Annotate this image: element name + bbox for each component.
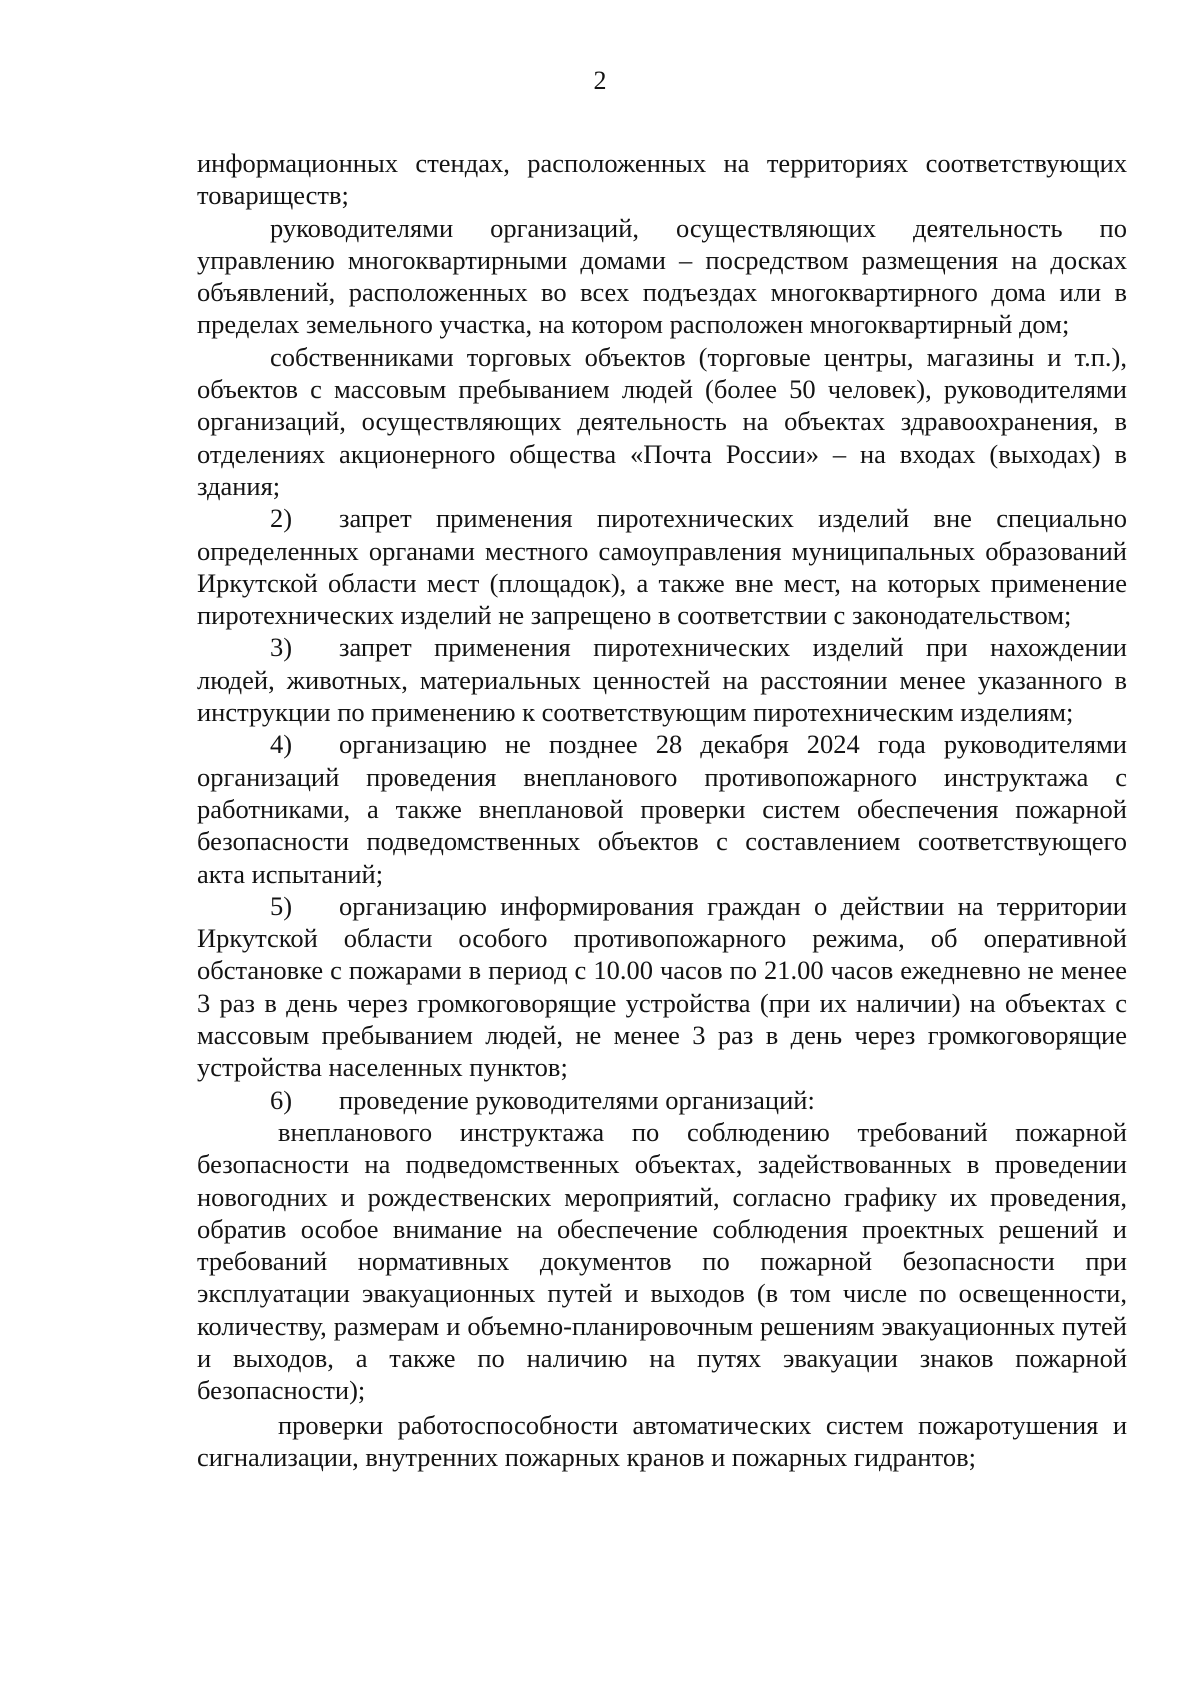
list-marker: 2)	[270, 503, 293, 534]
list-item-6	[197, 1084, 1127, 1116]
list-item-2	[197, 502, 1127, 631]
list-marker: 6)	[270, 1084, 293, 1115]
paragraph-text: проведение руководителями организаций:	[339, 1084, 815, 1115]
paragraph-text: внепланового инструктажа по соблюдению требований пожарной безопасности на подведомственных объектах, задействованных в проведении новогодних и рождественских мероприятий, согласно графику их проведения, обратив особое внимание на обеспечение соблюдения проектных решений и требований нормативных документов по пожарной безопасности при эксплуатации эвакуационных путей и выходов (в том числе по освещенности, количеству, размерам и объемно-планировочным решениям эвакуационных путей и выходов, а также по наличию на путях эвакуации знаков пожарной безопасности);	[197, 1116, 1127, 1406]
paragraph-systems-check	[197, 1409, 1127, 1474]
list-item-5	[197, 890, 1127, 1084]
paragraph-text: запрет применения пиротехнических изделий при нахождении людей, животных, материальных ценностей на расстоянии менее указанного в инструкции по применению к соответствующим пиротехническим изделиям;	[197, 632, 1127, 728]
list-marker: 3)	[270, 632, 293, 663]
page-number: 2	[593, 66, 607, 95]
paragraph-housing-managers	[197, 212, 1127, 341]
paragraph-text: организацию не позднее 28 декабря 2024 года руководителями организаций проведения внепланового противопожарного инструктажа с работниками, а также внеплановой проверки систем обеспечения пожарной безопасности подведомственных объектов с составлением соответствующего акта испытаний;	[197, 729, 1127, 889]
paragraph-text: запрет применения пиротехнических изделий вне специально определенных органами местного самоуправления муниципальных образований Иркутской области мест (площадок), а также вне мест, на которых применение пиротехнических изделий не запрещено в соответствии с законодательством;	[197, 503, 1127, 631]
list-marker: 5)	[270, 890, 293, 921]
paragraph-text: руководителями организаций, осуществляющих деятельность по управлению многоквартирными домами – посредством размещения на досках объявлений, расположенных во всех подъездах многоквартирного дома или в пределах земельного участка, на котором расположен многоквартирный дом;	[197, 212, 1127, 340]
paragraph-text: организацию информирования граждан о действии на территории Иркутской области особого противопожарного режима, об оперативной обстановке с пожарами в период с 10.00 часов по 21.00 часов ежедневно не менее 3 раз в день через громкоговорящие устройства (при их наличии) на объектах с массовым пребыванием людей, не менее 3 раз в день через громкоговорящие устройства населенных пунктов;	[197, 890, 1127, 1083]
paragraph-text: проверки работоспособности автоматических систем пожаротушения и сигнализации, внутренних пожарных кранов и пожарных гидрантов;	[197, 1409, 1127, 1472]
list-item-4	[197, 728, 1127, 889]
paragraph-unplanned-briefing	[197, 1116, 1127, 1407]
paragraph-text: информационных стендах, расположенных на территориях соответствующих товариществ;	[197, 148, 1127, 211]
list-item-3	[197, 631, 1127, 728]
document-body	[197, 147, 1127, 1473]
paragraph-trade-objects	[197, 341, 1127, 502]
list-marker: 4)	[270, 729, 293, 760]
paragraph-text: собственниками торговых объектов (торговые центры, магазины и т.п.), объектов с массовым пребыванием людей (более 50 человек), руководителями организаций, осуществляющих деятельность на объектах здравоохранения, в отделениях акционерного общества «Почта России» – на входах (выходах) в здания;	[197, 341, 1127, 501]
paragraph-stands-continuation	[197, 147, 1127, 212]
